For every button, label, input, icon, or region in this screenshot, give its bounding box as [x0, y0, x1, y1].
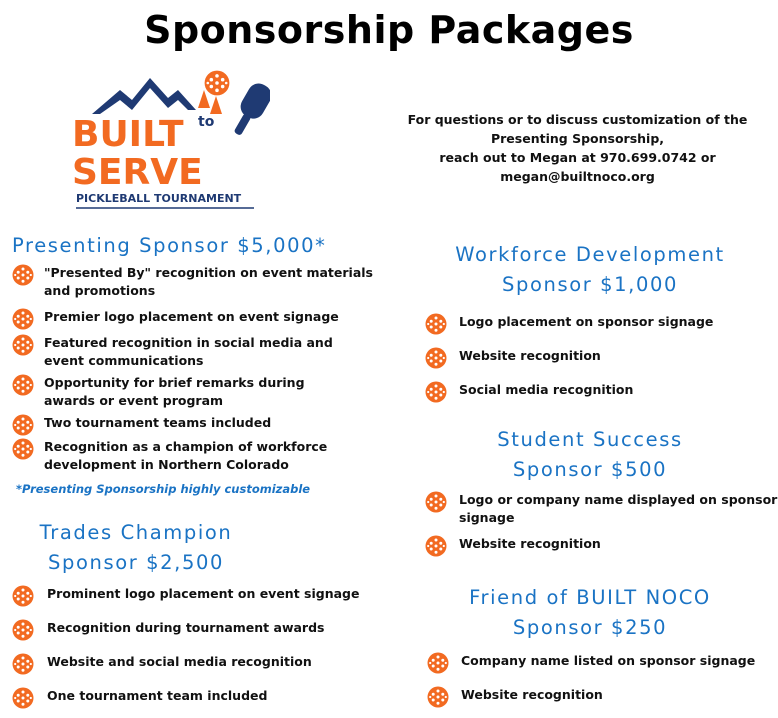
- heading-price: Sponsor $250: [512, 616, 668, 639]
- built-to-serve-logo: [70, 68, 270, 213]
- list-item: [12, 374, 305, 410]
- presenting-sponsor-heading: Presenting Sponsor $5,000*: [12, 234, 327, 257]
- item-text: Logo placement on sponsor signage: [459, 314, 714, 329]
- list-item: [425, 313, 713, 335]
- pickleball-icon: [12, 653, 34, 675]
- item-text: Logo or company name displayed on sponsor: [459, 492, 778, 507]
- list-item: [427, 652, 755, 674]
- list-item: [425, 381, 633, 403]
- list-item: [427, 686, 603, 708]
- pickleball-icon: [427, 686, 449, 708]
- contact-line: reach out to Megan at 970.699.0742 or: [439, 150, 716, 165]
- list-item: [12, 334, 333, 370]
- heading-price: Sponsor $2,500: [48, 551, 224, 574]
- contact-line: Presenting Sponsorship,: [490, 131, 665, 146]
- item-text: Website recognition: [459, 536, 601, 551]
- workforce-development-heading: [415, 240, 765, 300]
- contact-line: For questions or to discuss customization of the: [407, 112, 748, 127]
- item-text: event communications: [44, 353, 204, 368]
- list-item: [12, 585, 359, 607]
- item-text: One tournament team included: [47, 688, 268, 703]
- item-text: Company name listed on sponsor signage: [461, 653, 756, 668]
- heading-line: Workforce Development: [455, 243, 725, 266]
- item-text: Premier logo placement on event signage: [44, 309, 339, 324]
- pickleball-icon: [425, 313, 447, 335]
- pickleball-icon: [12, 334, 34, 356]
- item-text: Website recognition: [461, 687, 603, 702]
- list-item: [12, 264, 373, 300]
- pickleball-icon: [425, 381, 447, 403]
- item-text: "Presented By" recognition on event materials: [44, 265, 373, 280]
- list-item: [12, 687, 267, 709]
- logo-word-to: to: [198, 114, 215, 130]
- list-item: [12, 308, 339, 330]
- contact-email: megan@builtnoco.org: [500, 169, 655, 184]
- friend-of-built-noco-heading: [415, 583, 765, 643]
- presenting-note: *Presenting Sponsorship highly customizable: [16, 482, 311, 496]
- item-text: Featured recognition in social media and: [44, 335, 333, 350]
- pickleball-icon: [12, 687, 34, 709]
- list-item: [425, 347, 601, 369]
- item-text: awards or event program: [44, 393, 224, 408]
- item-text: Recognition during tournament awards: [47, 620, 325, 635]
- pickleball-icon: [425, 535, 447, 557]
- item-text: Prominent logo placement on event signage: [47, 586, 360, 601]
- item-text: Social media recognition: [459, 382, 634, 397]
- heading-price: Sponsor $1,000: [502, 273, 678, 296]
- list-item: [425, 491, 777, 527]
- pickleball-icon: [12, 374, 34, 396]
- item-text: Two tournament teams included: [44, 415, 272, 430]
- pickleball-icon: [12, 619, 34, 641]
- contact-info: [405, 110, 750, 186]
- pickleball-icon: [12, 308, 34, 330]
- item-text: development in Northern Colorado: [44, 457, 289, 472]
- item-text: Opportunity for brief remarks during: [44, 375, 305, 390]
- list-item: [12, 414, 271, 436]
- pickleball-icon: [12, 264, 34, 286]
- item-text: Website recognition: [459, 348, 601, 363]
- heading-line: Student Success: [497, 428, 683, 451]
- list-item: [12, 653, 312, 675]
- heading-price: Sponsor $500: [512, 458, 668, 481]
- item-text: and promotions: [44, 283, 156, 298]
- pickleball-icon: [12, 438, 34, 460]
- item-text: Website and social media recognition: [47, 654, 312, 669]
- pickleball-icon: [427, 652, 449, 674]
- list-item: [12, 619, 324, 641]
- list-item: [12, 438, 327, 474]
- student-success-heading: [415, 425, 765, 485]
- pickleball-icon: [12, 585, 34, 607]
- heading-line: Trades Champion: [39, 521, 233, 544]
- pickleball-icon: [425, 347, 447, 369]
- item-text: Recognition as a champion of workforce: [44, 439, 328, 454]
- logo-subtitle: PICKLEBALL TOURNAMENT: [76, 192, 242, 205]
- logo-graphic: [70, 68, 270, 213]
- logo-word-built: BUILT: [72, 114, 184, 155]
- logo-word-serve: SERVE: [72, 152, 203, 193]
- pickleball-icon: [425, 491, 447, 513]
- trades-champion-heading: [0, 518, 272, 578]
- heading-line: Friend of BUILT NOCO: [469, 586, 711, 609]
- item-text: signage: [459, 510, 515, 525]
- pickleball-icon: [12, 414, 34, 436]
- page-title: Sponsorship Packages: [144, 8, 634, 52]
- list-item: [425, 535, 601, 557]
